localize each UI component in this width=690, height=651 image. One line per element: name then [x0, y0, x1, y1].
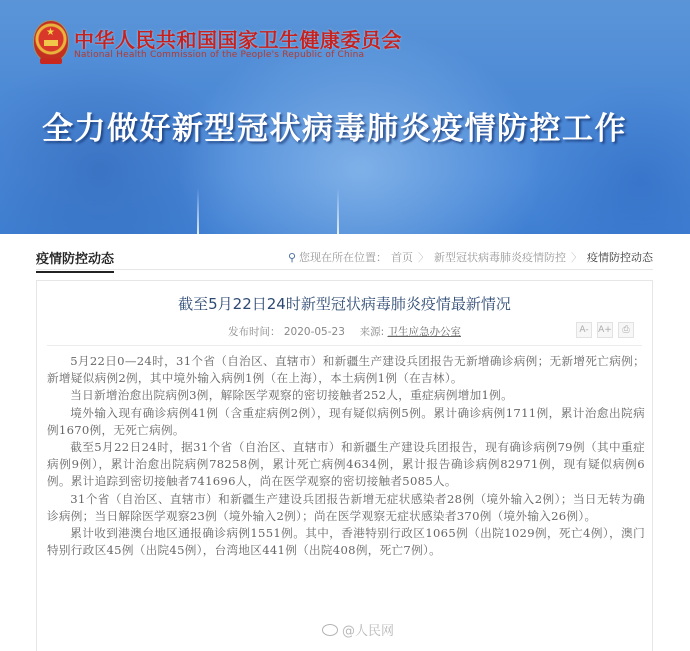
- banner-slogan: 全力做好新型冠状病毒肺炎疫情防控工作: [42, 111, 627, 147]
- header-banner: [0, 0, 690, 234]
- light-ray-decoration: [337, 188, 339, 234]
- breadcrumb: [288, 249, 653, 265]
- section-title: 疫情防控动态: [36, 248, 114, 273]
- article-body: [47, 353, 645, 559]
- location-pin-icon: ⚲: [287, 250, 296, 264]
- article-tools: [576, 322, 634, 338]
- print-button[interactable]: ⎙: [618, 322, 634, 338]
- source-link[interactable]: 卫生应急办公室: [387, 326, 461, 338]
- breadcrumb-separator: 〉: [418, 251, 429, 264]
- ribbon-icon: [40, 58, 62, 64]
- article-title: 截至5月22日24时新型冠状病毒肺炎疫情最新情况: [178, 295, 511, 313]
- breadcrumb-covid-prevention[interactable]: 新型冠状病毒肺炎疫情防控: [434, 251, 566, 264]
- paragraph-cumulative: 截至5月22日24时，据31个省（自治区、直辖市）和新疆生产建设兵团报告，现有确诊病例79例（其中重症病例9例），累计治愈出院病例78258例，累计死亡病例4634例，累计报告确诊病例82971例，现有疑似病例6例。累计追踪到密切接触者741696人，尚在医学观察的密切接触者5085人。: [47, 440, 645, 489]
- national-emblem-icon[interactable]: [34, 21, 68, 61]
- article-meta: [37, 324, 652, 339]
- source-label: 来源:: [359, 326, 385, 338]
- paragraph-hk-macao-taiwan: 累计收到港澳台地区通报确诊病例1551例。其中，香港特别行政区1065例（出院1029例，死亡4例），澳门特别行政区45例（出院45例），台湾地区441例（出院408例，死亡7例）。: [47, 526, 645, 558]
- article-panel: [36, 280, 653, 651]
- font-decrease-button[interactable]: A-: [576, 322, 592, 338]
- light-ray-decoration: [197, 188, 199, 234]
- font-increase-button[interactable]: A+: [597, 322, 613, 338]
- org-name[interactable]: 中华人民共和国国家卫生健康委员会: [74, 28, 402, 52]
- watermark-text: @人民网: [342, 624, 395, 639]
- breadcrumb-home[interactable]: 首页: [391, 251, 413, 264]
- breadcrumb-separator: 〉: [571, 251, 582, 264]
- published-date: 2020-05-23: [283, 326, 345, 338]
- star-icon: ★: [46, 27, 55, 38]
- org-name-english: National Health Commission of the People's Republic of China: [74, 50, 365, 60]
- paragraph-recovered: 当日新增治愈出院病例3例，解除医学观察的密切接触者252人，重症病例增加1例。: [70, 388, 513, 403]
- weibo-icon: [322, 624, 338, 636]
- paragraph-daily-new: 5月22日0—24时，31个省（自治区、直辖市）和新疆生产建设兵团报告无新增确诊病例；无新增死亡病例；新增疑似病例2例，其中境外输入病例1例（在上海），本土病例1例（在吉林）。: [47, 354, 645, 386]
- breadcrumb-prefix: 您现在所在位置：: [299, 251, 387, 264]
- section-header: [36, 244, 653, 270]
- gate-icon: [44, 40, 58, 46]
- paragraph-asymptomatic: 31个省（自治区、直辖市）和新疆生产建设兵团报告新增无症状感染者28例（境外输入2例）；当日无转为确诊病例；当日解除医学观察23例（境外输入2例）；尚在医学观察无症状感染者370例（境外输入26例）。: [47, 491, 645, 523]
- paragraph-imported: 境外输入现有确诊病例41例（含重症病例2例），现有疑似病例5例。累计确诊病例1711例，累计治愈出院病例1670例，无死亡病例。: [47, 405, 645, 437]
- breadcrumb-current[interactable]: 疫情防控动态: [587, 251, 653, 264]
- divider: [47, 345, 642, 346]
- watermark: [322, 620, 394, 639]
- published-label: 发布时间：: [228, 326, 281, 338]
